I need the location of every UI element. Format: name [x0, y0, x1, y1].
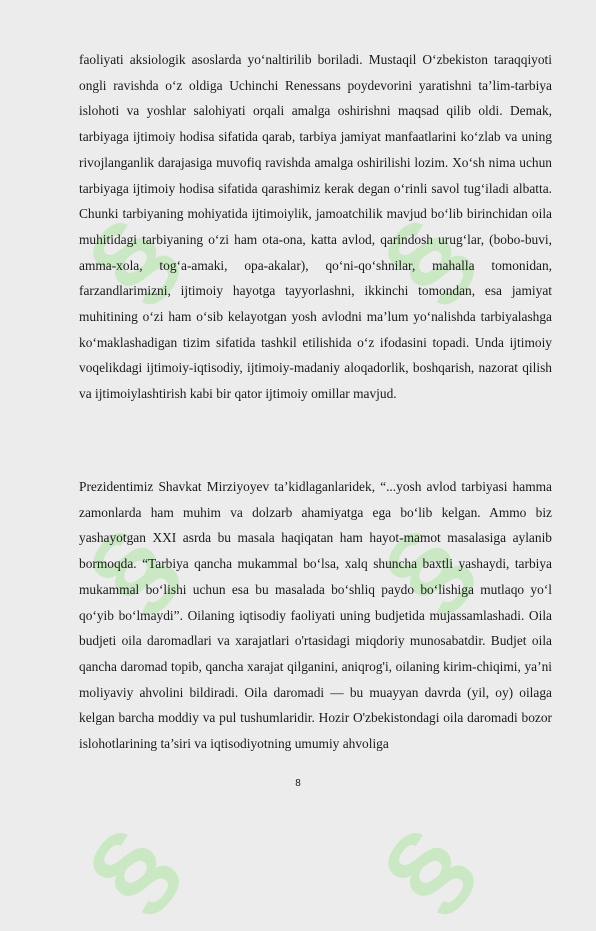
watermark-section-icon: § — [359, 807, 495, 931]
body-paragraph: faoliyati aksiologik asoslarda yo‘naltirilib boriladi. Mustaqil O‘zbekiston taraqqiyoti ongli ravishda o‘z oldiga Uchinchi Renessans poydevorini yaratishni ta’lim-tarbiya islohoti va yoshlar salohiyati orqali amalga oshirishni maqsad qilib oldi. Demak, tarbiyaga ijtimoiy hodisa sifatida qarab, tarbiya jamiyat manfaatlarini ko‘zlab va uning rivojlanganlik darajasiga muvofiq ravishda amalga oshirilishi lozim. Xo‘sh nima uchun tarbiyaga ijtimoiy hodisa sifatida qarashimiz kerak degan o‘rinli savol tug‘iladi albatta. Chunki tarbiyaning mohiyatida ijtimoiylik, jamoatchilik mavjud bo‘lib birinchidan oila muhitidagi tarbiyaning o‘zi ham ota-ona, katta avlod, qarindosh urug‘lar, (bobo-buvi, amma-xola, tog‘a-amaki, opa-akalar), qo‘ni-qo‘shnilar, mahalla tomonidan, farzandlarimizni, ijtimoiy hayotga tayyorlashni, ikkinchi tomondan, esa jamiyat muhitining o‘zi ham o‘sib kelayotgan yosh avlodni ma’lum yo‘nalishda tarbiyalashga ko‘maklashadigan tizim sifatida tashkil etilishida o‘z ifodasini topadi. Unda ijtimoiy voqelikdagi ijtimoiy-iqtisodiy, ijtimoiy-madaniy aloqadorlik, boshqarish, nazorat qilish va ijtimoiylashtirish kabi bir qator ijtimoiy omillar mavjud. — [79, 52, 552, 402]
watermark-logo — [64, 807, 200, 931]
watermark-section-icon: § — [64, 807, 200, 931]
watermark-logo — [359, 807, 495, 931]
watermark-section-icon: § — [359, 197, 495, 322]
watermark-section-icon: § — [64, 507, 200, 632]
body-paragraph: Prezidentimiz Shavkat Mirziyoyev ta’kidlaganlaridek, “...yosh avlod tarbiyasi hamma zamonlarda ham muhim va dolzarb ahamiyatga ega bo‘lib kelgan. Ammo biz yashayotgan XXI asrda bu masala haqiqatan ham hayot-mamot masalasiga aylanib bormoqda. “Tarbiya qancha mukammal bo‘lsa, xalq shuncha baxtli yashaydi, tarbiya mukammal bo‘lishi uchun esa bu masalada bo‘shliq paydo bo‘lishiga mutlaqo yo‘l qo‘yib bo‘lmaydi”. Oilaning iqtisodiy faoliyati uning budjetida mujassamlashadi. Oila budjeti oila daromadlari va xarajatlari o'rtasidagi miqdoriy munosabatdir. Budjet oila qancha daromad topib, qancha xarajat qilganini, aniqrog'i, oilaning kirim-chiqimi, ya’ni moliyaviy ahvolini bildiradi. Oila daromadi — bu muayyan davrda (yil, oy) oilaga kelgan barcha moddiy va pul tushumlaridir. Hozir O'zbekistondagi oila daromadi bozor islohotlarining ta’siri va iqtisodiyotning umumiy ahvoliga — [79, 479, 552, 752]
page-number: 8 — [295, 778, 301, 789]
watermark-section-icon: § — [64, 197, 200, 322]
watermark-section-icon: § — [359, 507, 495, 632]
